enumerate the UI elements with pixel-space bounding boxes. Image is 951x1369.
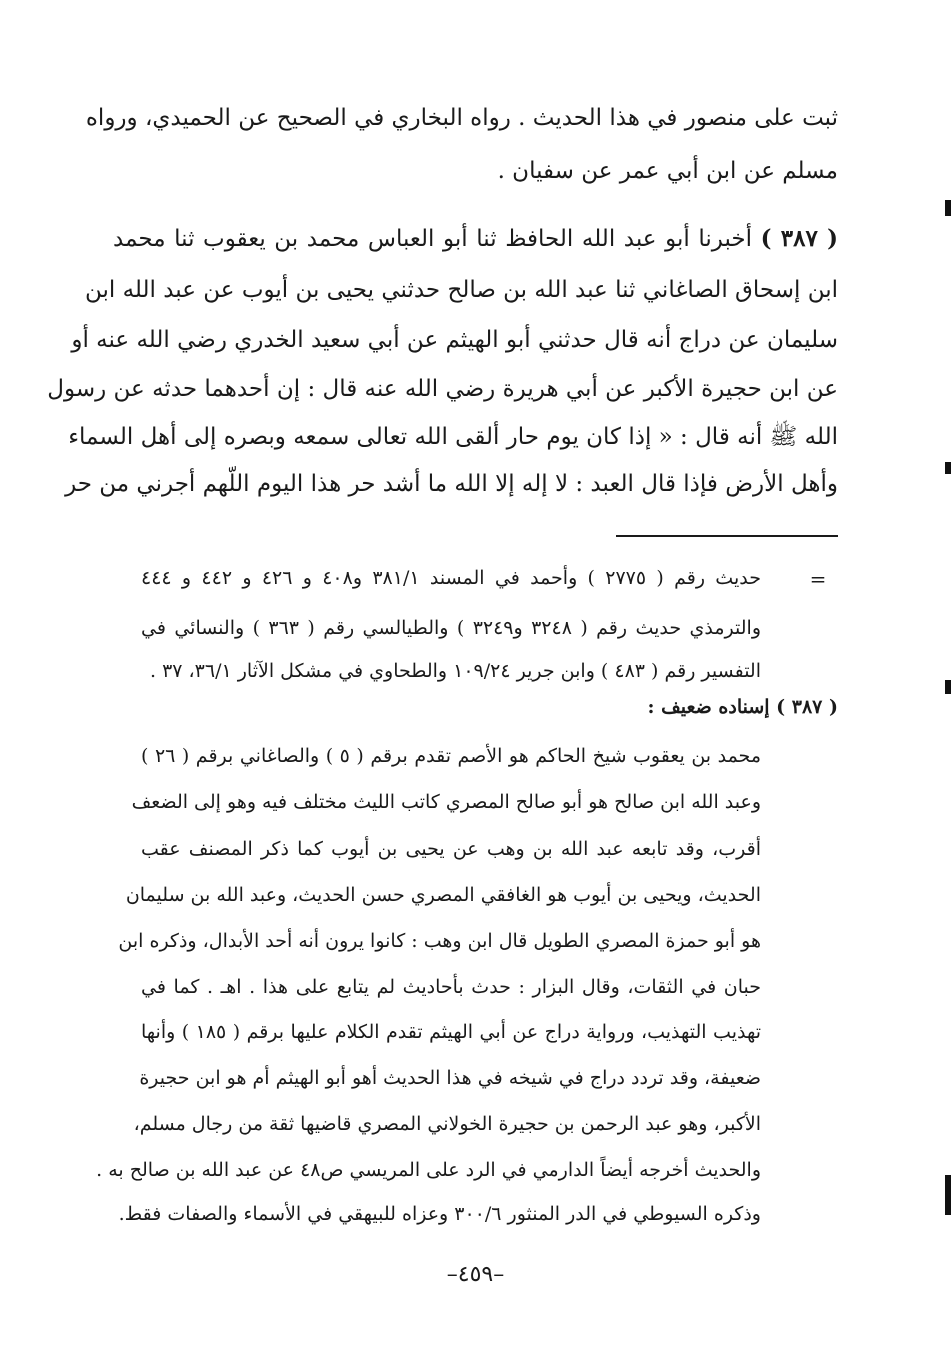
footnote-body-line: أقرب، وقد تابعه عبد الله بن وهب عن يحيى بن أيوب كما ذكر المصنف عقب: [141, 838, 761, 860]
main-text-line: عن ابن حجيرة الأكبر عن أبي هريرة رضي الله عنه قال : إن أحدهما حدثه عن رسول: [47, 376, 838, 402]
hadith-first-line: [113, 221, 838, 261]
footnote-body-line: تهذيب التهذيب، ورواية دراج عن أبي الهيثم تقدم الكلام عليها برقم ( ١٨٥ ) وأنها: [141, 1021, 762, 1043]
footnote-body-line: ضعيفة، وقد تردد دراج في شيخه في هذا الحديث أهو أبو الهيثم أم هو ابن حجيرة: [139, 1067, 761, 1089]
main-text-line: سليمان عن دراج أنه قال حدثني أبو الهيثم عن أبي سعيد الخدري رضي الله عنه أو: [71, 327, 838, 353]
scan-edge-mark: [945, 200, 951, 216]
main-text-line: ثبت على منصور في هذا الحديث . رواه البخاري في الصحيح عن الحميدي، ورواه: [85, 105, 838, 131]
footnote-heading: ( ٣٨٧ ) إسناده ضعيف :: [647, 696, 838, 718]
main-text-line: الله ﷺ أنه قال : « إذا كان يوم حار ألقى الله تعالى سمعه وبصره إلى أهل السماء: [68, 424, 838, 450]
main-text-line: ابن إسحاق الصاغاني ثنا عبد الله بن صالح حدثني يحيى بن أيوب عن عبد الله ابن: [84, 277, 838, 303]
main-text-line: مسلم عن ابن أبي عمر عن سفيان .: [497, 158, 838, 184]
footnote-continuation-mark: =: [809, 567, 827, 591]
scan-edge-mark: [945, 462, 951, 474]
footnote-body-line: وذكره السيوطي في الدر المنثور ٣٠٠/٦ وعزاه للبيهقي في الأسماء والصفات فقط.: [118, 1203, 761, 1225]
hadith-number: ( ٣٨٧ ): [760, 225, 839, 252]
footnote-body-line: محمد بن يعقوب شيخ الحاكم هو الأصم تقدم برقم ( ٥ ) والصاغاني برقم ( ٢٦ ): [141, 745, 761, 767]
footnote-line: حديث رقم ( ٢٧٧٥ ) وأحمد في المسند ٣٨١/١ و٤٠٨ و ٤٢٦ و ٤٤٢ و ٤٤٤: [141, 567, 761, 589]
footnote-line: التفسير رقم ( ٤٨٣ ) وابن جرير ١٠٩/٢٤ والطحاوي في مشكل الآثار ٣٦/١، ٣٧ .: [149, 660, 761, 682]
footnote-body-line: الأكبر، وهو عبد الرحمن بن حجيرة الخولاني المصري قاضيها ثقة من رجال مسلم،: [133, 1113, 761, 1135]
footnote-body-line: حبان في الثقات، وقال البزار : حدث بأحاديث لم يتابع على هذا . اهـ . كما في: [141, 976, 761, 998]
footnote-body-line: وعبد الله ابن صالح هو أبو صالح المصري كاتب الليث مختلف فيه وهو إلى الضعف: [131, 791, 761, 813]
scan-edge-mark: [945, 680, 951, 694]
footnote-body-line: والحديث أخرجه أيضاً الدارمي في الرد على المريسي ص٤٨ عن عبد الله بن صالح به .: [96, 1159, 761, 1181]
footnote-body-line: الحديث، ويحيى بن أيوب هو الغافقي المصري حسن الحديث، وعبد الله بن سليمان: [125, 884, 761, 906]
footnote-body-line: هو أبو حمزة المصري الطويل قال ابن وهب : كانوا يرون أنه أحد الأبدال، وذكره ابن: [118, 930, 761, 952]
main-text-line: وأهل الأرض فإذا قال العبد : لا إله إلا الله ما أشد حر هذا اليوم اللّهم أجرني من حر: [65, 471, 838, 497]
footnote-line: والترمذي حديث رقم ( ٣٢٤٨ و٣٢٤٩ ) والطيالسي رقم ( ٣٦٣ ) والنسائي في: [141, 617, 761, 639]
main-text-segment: أخبرنا أبو عبد الله الحافظ ثنا أبو العباس محمد بن يعقوب ثنا محمد: [113, 226, 753, 252]
scan-edge-mark: [945, 1175, 951, 1215]
page-number: –٤٥٩–: [446, 1262, 505, 1287]
footnote-divider: [616, 535, 838, 537]
